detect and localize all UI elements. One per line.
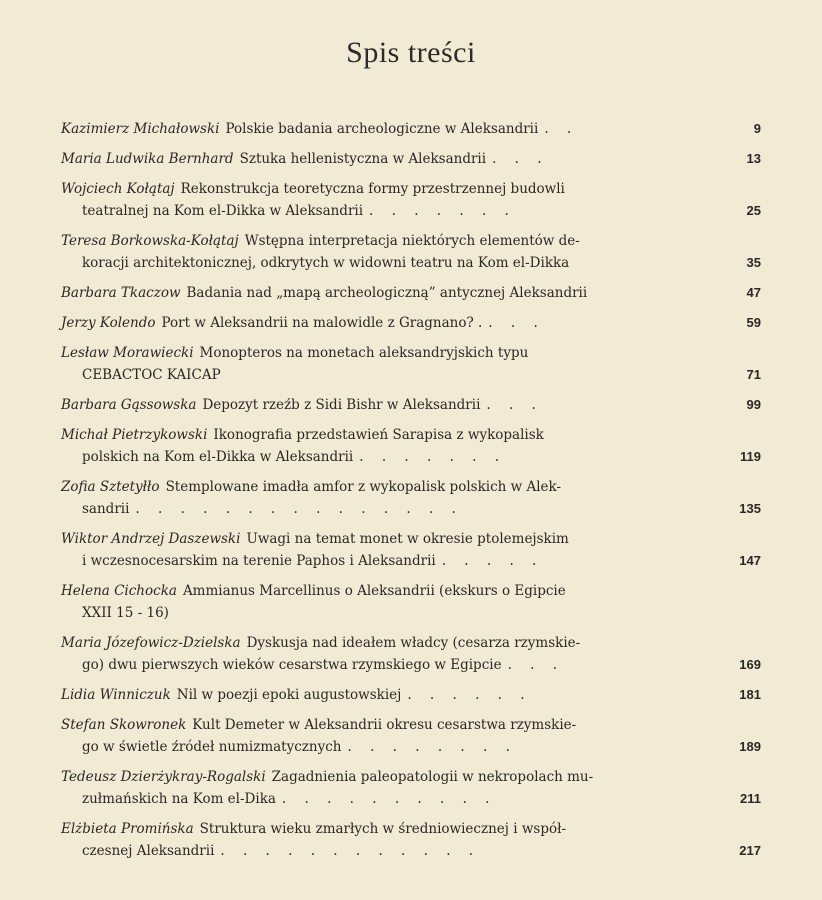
toc-article-title-continued [61, 446, 707, 468]
table-of-contents [61, 118, 761, 870]
toc-entry-text [61, 424, 707, 468]
toc-article-title-line2: teatralnej na Kom el-Dikka w Aleksandrii [82, 203, 364, 219]
toc-author: Barbara Gąssowska [61, 397, 197, 413]
toc-entry [61, 178, 761, 222]
toc-article-title: Port w Aleksandrii na malowidle z Gragnano? . [161, 315, 483, 331]
toc-author: Kazimierz Michałowski [61, 121, 220, 137]
toc-author: Barbara Tkaczow [61, 285, 181, 301]
leader-dots: . . . [492, 151, 549, 167]
toc-entry [61, 528, 761, 572]
toc-entry-text [61, 148, 707, 170]
toc-author: Stefan Skowronek [61, 717, 187, 733]
toc-entry [61, 580, 761, 624]
toc-entry-text [61, 394, 707, 416]
toc-article-title: Dyskusja nad ideałem władcy (cesarza rzymskie- [246, 635, 581, 651]
toc-entry-text [61, 818, 707, 862]
toc-article-title: Ikonografia przedstawień Sarapisa z wykopalisk [213, 427, 544, 443]
toc-entry [61, 424, 761, 468]
toc-article-title: Rekonstrukcja teoretyczna formy przestrzennej budowli [180, 181, 565, 197]
toc-article-title-line2: zułmańskich na Kom el-Dika [82, 791, 276, 807]
toc-author: Elżbieta Promińska [61, 821, 194, 837]
toc-entry [61, 766, 761, 810]
toc-entry [61, 230, 761, 274]
toc-entry [61, 394, 761, 416]
toc-article-title: Uwagi na temat monet w okresie ptolemejskim [246, 531, 569, 547]
toc-entry-text [61, 714, 707, 758]
toc-article-title-continued [61, 840, 707, 862]
toc-author: Maria Ludwika Bernhard [61, 151, 234, 167]
toc-article-title-continued [61, 602, 707, 624]
toc-entry-text [61, 118, 707, 140]
toc-author: Teresa Borkowska-Kołątaj [61, 233, 239, 249]
toc-article-title-continued [61, 252, 707, 274]
toc-article-title-line2: i wczesnocesarskim na terenie Paphos i Aleksandrii [82, 553, 436, 569]
toc-article-title-line2: XXII 15 - 16) [82, 605, 169, 621]
toc-article-title: Nil w poezji epoki augustowskiej [176, 687, 402, 703]
toc-article-title-continued [61, 498, 707, 520]
toc-page-number: 9 [753, 121, 761, 136]
toc-entry [61, 282, 761, 304]
toc-page-number: 147 [739, 553, 761, 568]
leader-dots: . . . . . . . . . . [281, 791, 497, 807]
page-title: Spis treści [346, 36, 476, 69]
toc-article-title-line2: koracji architektonicznej, odkrytych w widowni teatru na Kom el-Dikka [82, 255, 570, 271]
toc-page-number: 169 [739, 657, 761, 672]
leader-dots: . . . [507, 657, 565, 673]
toc-page-number: 35 [746, 255, 761, 270]
toc-entry-text [61, 178, 707, 222]
toc-entry [61, 148, 761, 170]
toc-entry-text [61, 580, 707, 624]
toc-page-number: 13 [746, 151, 761, 166]
toc-entry [61, 684, 761, 706]
toc-article-title-line2: czesnej Aleksandrii [82, 843, 215, 859]
toc-page-number: 25 [746, 203, 761, 218]
leader-dots: . . . . . . . [369, 203, 516, 219]
toc-page-number: 99 [746, 397, 761, 412]
toc-page-number: 71 [746, 367, 761, 382]
toc-article-title-line2: go w świetle źródeł numizmatycznych [82, 739, 342, 755]
leader-dots: . . . [488, 315, 545, 331]
toc-page-number: 59 [746, 315, 761, 330]
toc-author: Maria Józefowicz-Dzielska [61, 635, 241, 651]
toc-article-title-line2: go) dwu pierwszych wieków cesarstwa rzymskiego w Egipcie [82, 657, 502, 673]
toc-article-title-continued [61, 200, 707, 222]
toc-author: Zofia Sztetyłło [61, 479, 160, 495]
toc-article-title-continued [61, 364, 707, 386]
toc-article-title: Depozyt rzeźb z Sidi Bishr w Aleksandrii [202, 397, 481, 413]
toc-article-title: Polskie badania archeologiczne w Aleksandrii [225, 121, 539, 137]
leader-dots: . . . . . . . . . . . . . . . [135, 501, 463, 517]
toc-author: Tedeusz Dzierżykray-Rogalski [61, 769, 266, 785]
toc-author: Michał Pietrzykowski [61, 427, 208, 443]
leader-dots: . . . . . . . [359, 449, 507, 465]
toc-article-title-line2: CEBACTOC KAICAP [82, 367, 221, 383]
toc-entry [61, 632, 761, 676]
toc-entry-text [61, 528, 707, 572]
toc-author: Wiktor Andrzej Daszewski [61, 531, 241, 547]
toc-author: Helena Cichocka [61, 583, 177, 599]
toc-page-number: 189 [739, 739, 761, 754]
toc-article-title-line2: polskich na Kom el-Dikka w Aleksandrii [82, 449, 354, 465]
toc-article-title: Badania nad „mapą archeologiczną” antycznej Aleksandrii [186, 285, 588, 301]
toc-page-number: 217 [739, 843, 761, 858]
leader-dots: . . . . . [441, 553, 544, 569]
toc-article-title: Kult Demeter w Aleksandrii okresu cesarstwa rzymskie- [192, 717, 577, 733]
toc-article-title: Stemplowane imadła amfor z wykopalisk polskich w Alek- [165, 479, 562, 495]
leader-dots: . . . [486, 397, 543, 413]
toc-entry-text [61, 282, 707, 304]
toc-entry-text [61, 632, 707, 676]
toc-article-title-continued [61, 736, 707, 758]
toc-entry [61, 342, 761, 386]
toc-entry-text [61, 476, 707, 520]
toc-entry-text [61, 230, 707, 274]
toc-entry [61, 312, 761, 334]
toc-article-title: Sztuka hellenistyczna w Aleksandrii [239, 151, 487, 167]
toc-article-title-continued [61, 788, 707, 810]
leader-dots: . . [544, 121, 579, 137]
toc-article-title-line2: sandrii [82, 501, 130, 517]
toc-entry [61, 818, 761, 862]
toc-article-title: Struktura wieku zmarłych w średniowiecznej i współ- [199, 821, 567, 837]
toc-article-title-continued [61, 654, 707, 676]
toc-entry [61, 118, 761, 140]
toc-article-title-continued [61, 550, 707, 572]
toc-page-number: 135 [739, 501, 761, 516]
toc-article-title: Wstępna interpretacja niektórych elementów de- [244, 233, 580, 249]
toc-entry [61, 714, 761, 758]
leader-dots: . . . . . . . . [347, 739, 517, 755]
toc-entry [61, 476, 761, 520]
toc-author: Jerzy Kolendo [61, 315, 156, 331]
toc-page-number: 181 [739, 687, 761, 702]
toc-article-title: Monopteros na monetach aleksandryjskich typu [199, 345, 529, 361]
toc-entry-text [61, 684, 707, 706]
leader-dots: . . . . . . . . . . . . [220, 843, 481, 859]
toc-author: Lesław Morawiecki [61, 345, 194, 361]
toc-author: Lidia Winniczuk [61, 687, 171, 703]
leader-dots: . . . . . . [407, 687, 532, 703]
toc-page-number: 47 [746, 285, 761, 300]
toc-page-number: 211 [740, 791, 761, 806]
toc-author: Wojciech Kołątaj [61, 181, 175, 197]
toc-entry-text [61, 342, 707, 386]
toc-entry-text [61, 766, 707, 810]
toc-article-title: Ammianus Marcellinus o Aleksandrii (ekskurs o Egipcie [182, 583, 566, 599]
toc-page-number: 119 [740, 449, 761, 464]
toc-article-title: Zagadnienia paleopatologii w nekropolach mu- [271, 769, 594, 785]
toc-entry-text [61, 312, 707, 334]
